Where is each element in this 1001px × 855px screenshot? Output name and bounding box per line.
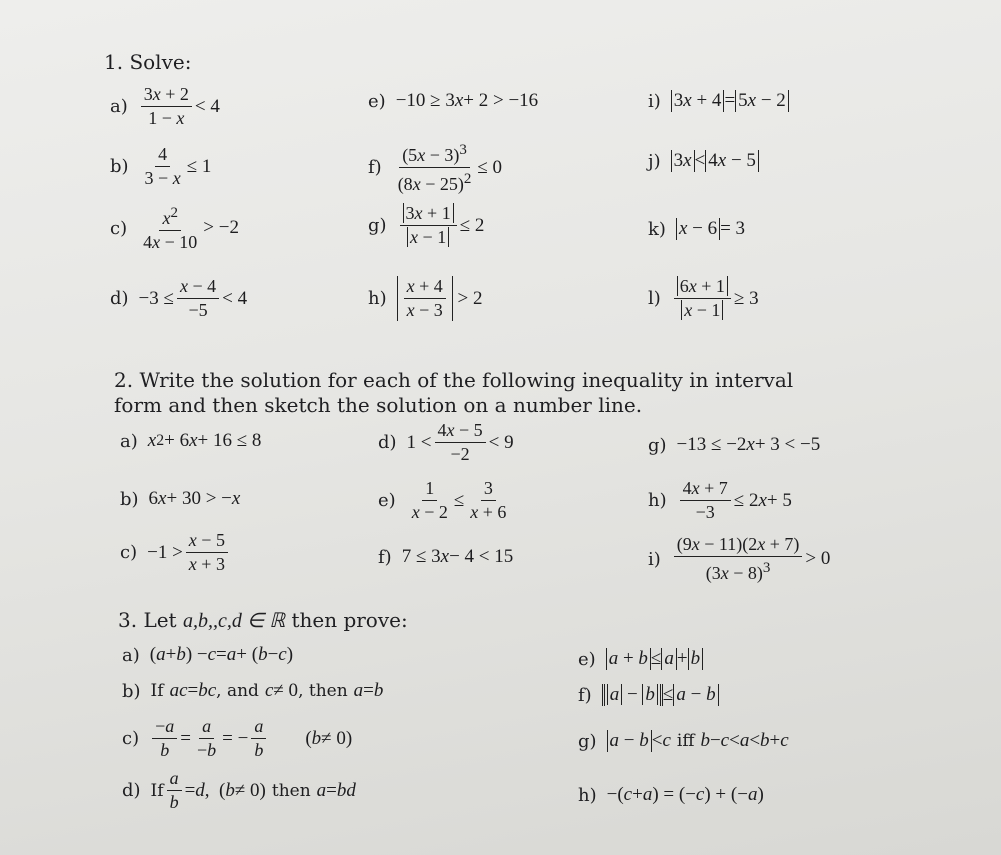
q3-item-e [578,648,703,670]
q1-label-i: i) [648,90,661,112]
q3-d-then: then [271,780,311,801]
q3-expr-d1: $\frac{a}{b}$ = d , ( b ≠ 0) [164,768,266,813]
q1-expr-d: −3 ≤ $\frac{x - 4}{-5}$ < 4 [138,276,248,320]
q3-expr-d2: a = bd [316,779,356,801]
q1-expr-g: $\frac{3x + 1}{x - 1}$ ≤ 2 [397,203,485,248]
q1-label-d: d) [110,288,129,309]
q3-expr-f: a − b ≤ a − b [602,684,719,706]
q3-item-b [122,680,383,702]
q3-expr-g1: a − b < c [607,730,671,752]
q2-expr-h: $\frac{4x + 7}{-3}$ ≤ 2 x + 5 [677,478,792,523]
q1-expr-l: $\frac{6x + 1}{x - 1}$ ≥ 3 [671,276,759,321]
q2-expr-i: $\frac{(9x - 11)(2x + 7)}{(3x - 8)^3}$ > 0 [671,534,831,584]
q2-label-h: h) [648,490,667,511]
q3-b-and: , and [216,681,259,701]
q2-item-e [378,478,512,523]
q3-item-g [578,730,789,752]
q3-label-h: h) [578,784,597,806]
q2-label-i: i) [648,548,661,570]
q3-heading [118,608,408,633]
q2-heading-line1: 2. Write the solution for each of the following inequality in interval [114,368,794,392]
q1-label-b: b) [110,156,129,177]
q3-label-a: a) [122,644,140,666]
q2-expr-g: −13 ≤ −2 x + 3 < −5 [676,434,821,455]
q2-label-a: a) [120,430,138,452]
q2-label-d: d) [378,432,397,453]
q1-item-l [648,276,759,321]
q3-heading-prefix: 3. Let [118,608,177,632]
q2-label-f: f) [378,546,392,568]
q3-d-if: If [150,780,164,801]
q2-heading-line2: form and then sketch the solution on a number line. [114,393,643,417]
q1-item-e [368,90,538,112]
q2-item-f [378,546,513,568]
q1-label-f: f) [368,157,382,178]
q1-expr-c: $\frac{x^2}{4x - 10}$ > −2 [143,205,239,252]
q2-expr-a: x 2 + 6 x + 16 ≤ 8 [147,430,262,451]
q2-item-d [378,420,514,465]
q1-item-f [368,140,502,195]
q3-b-if: If [150,681,164,701]
q3-expr-c: $\frac{-a}{b}$ = $\frac{a}{-b}$ = − $\frac{a}{b}$ ( b ≠ 0) [149,716,352,761]
q3-g-iff: iff [676,731,695,751]
q3-expr-e: a + b ≤ a + b [606,648,703,670]
q1-label-g: g) [368,215,387,236]
q2-item-i [648,534,830,584]
q2-item-c [120,530,231,575]
q2-item-g [648,434,820,456]
q3-expr-b2: c ≠ 0 [264,680,299,701]
q3-label-f: f) [578,684,592,706]
q1-expr-b: $\frac{4}{3 - x}$ ≤ 1 [144,144,212,188]
q2-expr-c: −1 > $\frac{x - 5}{x + 3}$ [147,530,231,575]
q1-label-a: a) [110,96,128,117]
q1-label-c: c) [110,217,128,239]
q1-label-e: e) [368,90,386,112]
q2-expr-b: 6 x + 30 > − x [148,488,241,509]
q1-item-c [110,203,239,253]
q3-item-a [122,644,293,666]
q1-expr-f: $\frac{(5x - 3)^3}{(8x - 25)^2}$ ≤ 0 [397,142,503,194]
q2-item-h [648,478,792,523]
q3-b-then: , then [298,681,348,701]
q1-label-h: h) [368,288,387,309]
q1-label-l: l) [648,288,661,309]
q1-item-h [368,276,483,321]
q3-expr-a: ( a + b ) − c = a + ( b − c ) [149,644,294,665]
q3-label-d: d) [122,780,141,801]
q1-expr-e: −10 ≥ 3 x + 2 > −16 [395,90,539,111]
q1-expr-j: 3x < 4x − 5 [671,150,759,172]
q2-expr-f: 7 ≤ 3 x − 4 < 15 [401,546,514,567]
q2-label-g: g) [648,434,667,456]
q3-item-c [122,716,352,761]
q2-expr-e: $\frac{1}{x - 2}$ ≤ $\frac{3}{x + 6}$ [411,478,507,522]
q3-heading-suffix: then prove: [291,608,408,632]
q3-label-g: g) [578,730,597,752]
q1-item-j [648,150,759,172]
q1-item-k [648,218,745,240]
q1-label-j: j) [648,150,661,172]
q1-expr-k: x − 6 = 3 [676,218,745,240]
q3-expr-g2: b − c < a < b + c [700,730,789,751]
q3-item-h [578,784,764,806]
q3-expr-b3: a = b [353,680,384,701]
q2-item-b [120,488,240,510]
q1-item-g [368,203,484,248]
q1-heading: 1. Solve: [104,50,192,74]
q1-item-i [648,90,789,112]
q1-item-d [110,276,247,321]
q1-item-b [110,144,211,189]
q1-label-k: k) [648,218,666,240]
q3-item-d [122,768,356,813]
q3-expr-h: −( c + a ) = (− c ) + (− a ) [606,784,764,805]
q3-label-c: c) [122,728,140,749]
q1-expr-i: 3x + 4 = 5x − 2 [671,90,789,112]
q2-label-c: c) [120,542,138,563]
q1-expr-a: $\frac{3x + 2}{1 - x}$ < 4 [138,84,220,129]
q3-expr-b1: ac = bc [169,680,217,701]
q2-expr-d: 1 < $\frac{4x - 5}{-2}$ < 9 [406,420,514,464]
q3-label-e: e) [578,648,596,670]
q3-item-f [578,684,719,706]
q2-label-b: b) [120,488,139,510]
q3-label-b: b) [122,680,141,702]
q1-item-a [110,84,220,129]
q2-label-e: e) [378,490,396,511]
q3-heading-set: a,b,,c,d ∈ ℝ [182,610,286,632]
q2-item-a [120,430,261,452]
q1-expr-h: $\frac{x + 4}{x - 3}$ > 2 [397,276,483,321]
